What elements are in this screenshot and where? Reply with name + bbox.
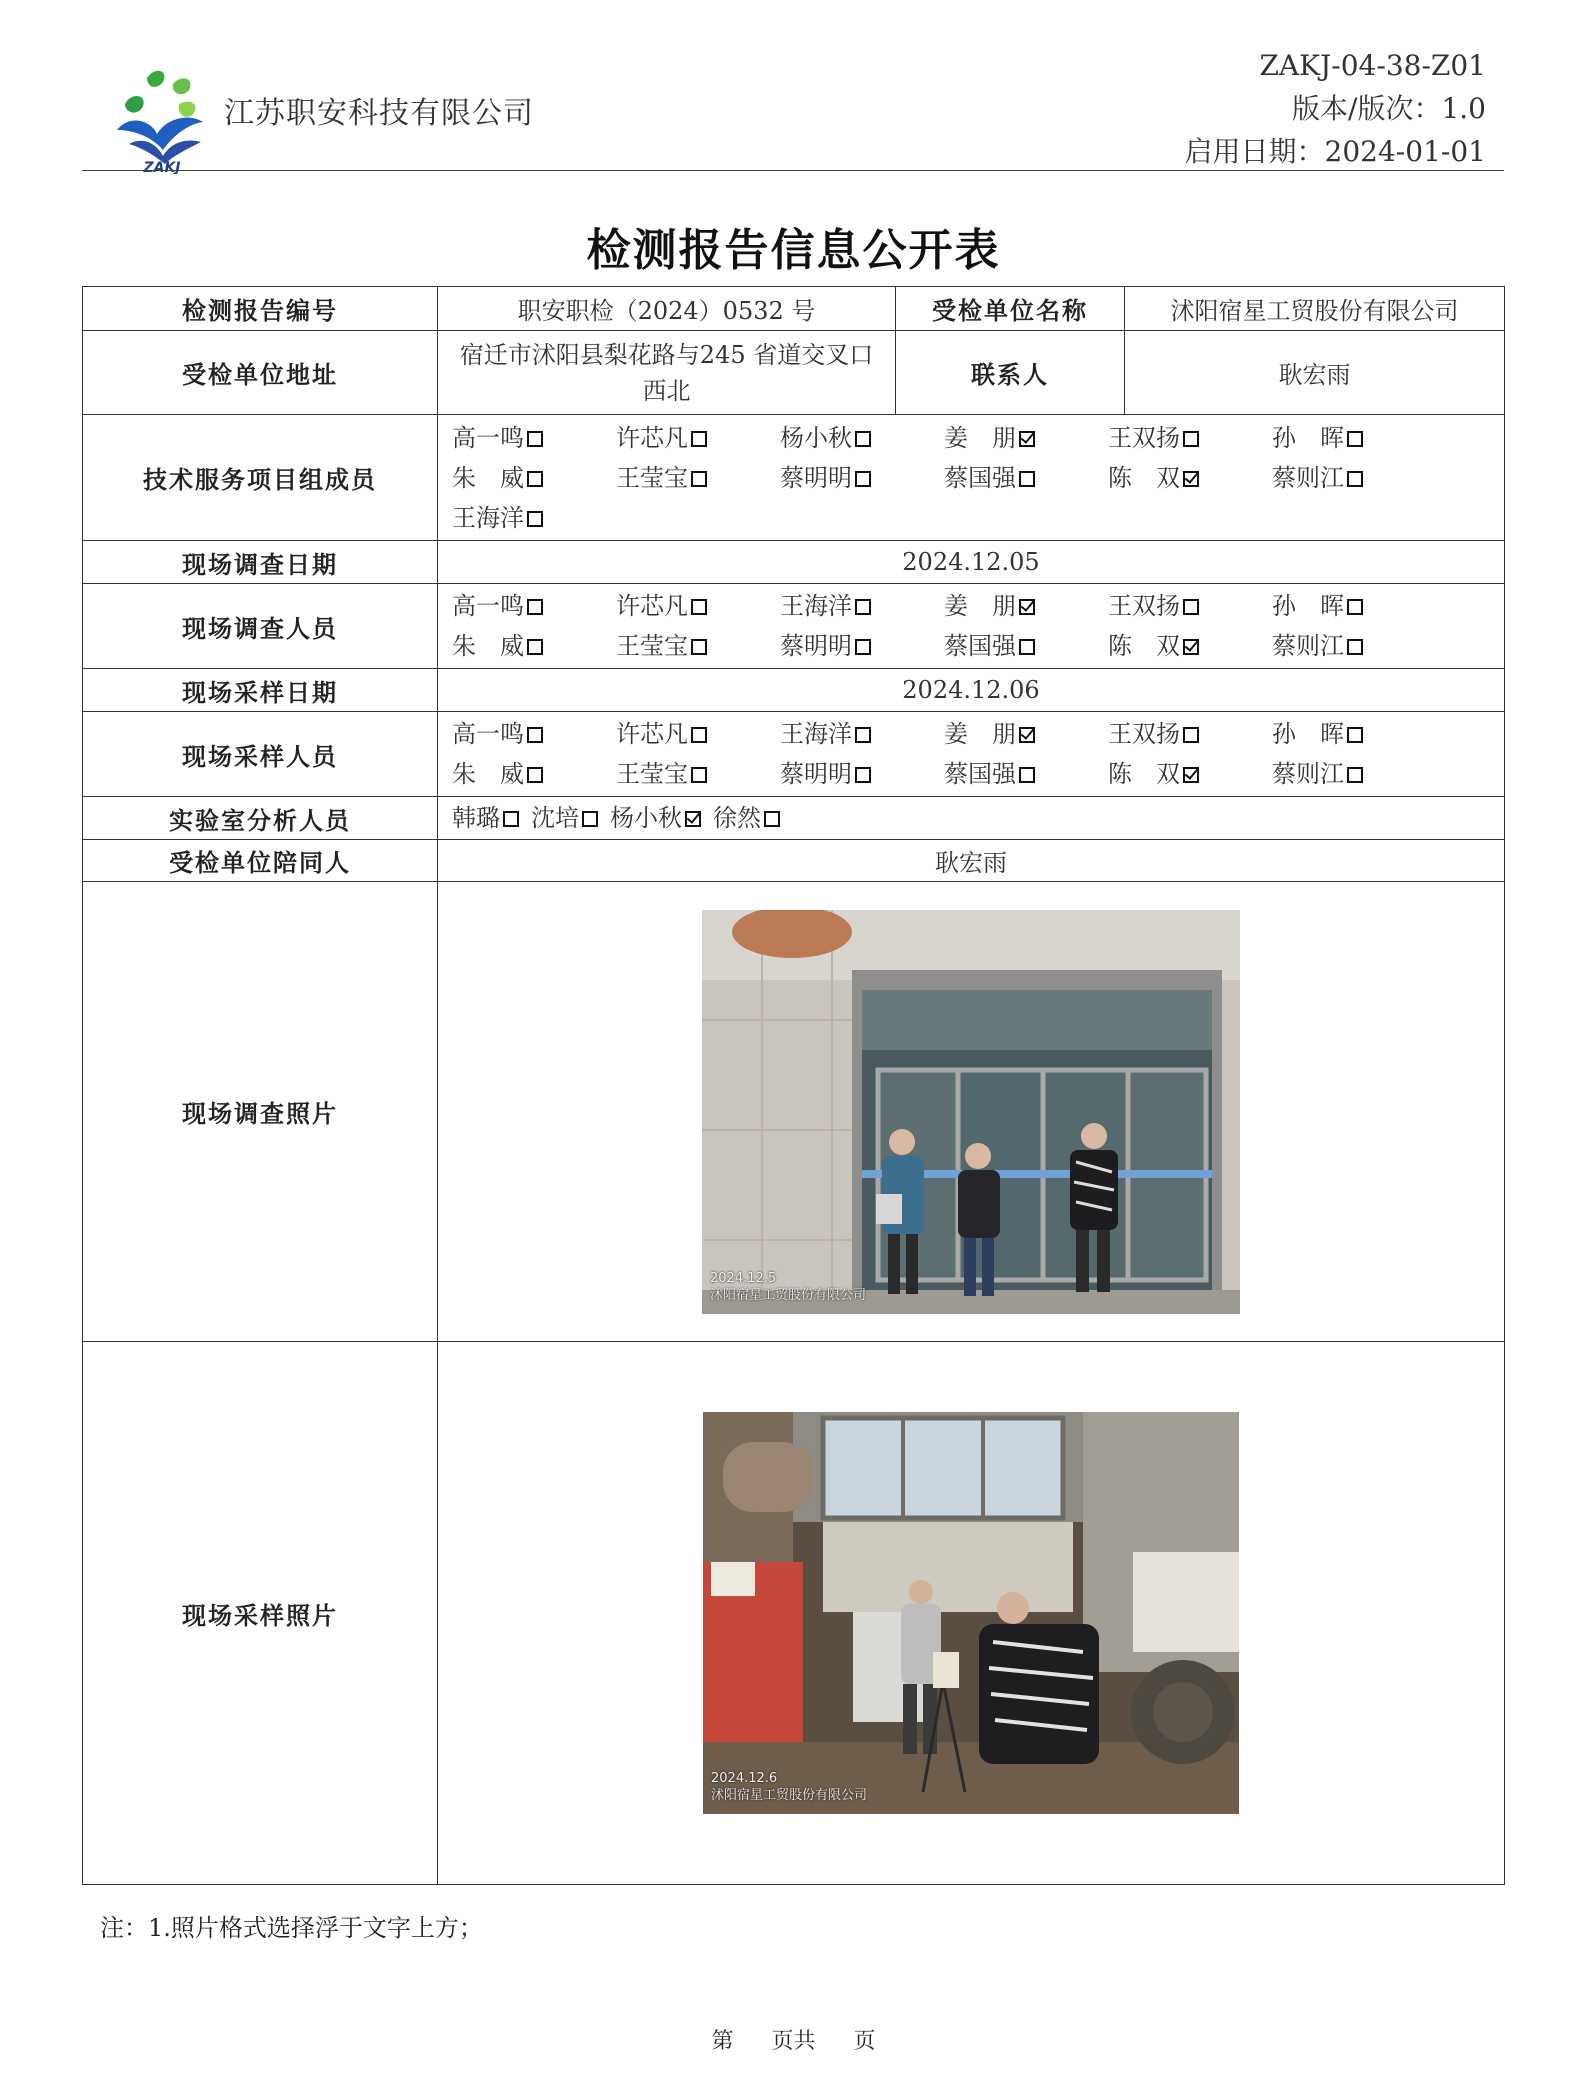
staff-name: 陈 双 (1108, 463, 1180, 492)
staff-entry (944, 628, 1108, 664)
staff-name: 朱 威 (452, 463, 524, 492)
staff-entry (1108, 756, 1272, 792)
unit-name-label: 受检单位名称 (896, 287, 1125, 331)
staff-name: 沈培 (531, 804, 579, 832)
sampling-photo-caption (711, 1770, 867, 1804)
staff-name: 蔡则江 (1272, 632, 1344, 660)
unchecked-checkbox-icon[interactable] (1347, 471, 1363, 487)
header-divider (82, 170, 1504, 171)
staff-entry (944, 756, 1108, 792)
staff-entry (780, 716, 944, 752)
team-list-cell (438, 415, 1505, 541)
document-version: 版本/版次：1.0 (1292, 92, 1486, 125)
staff-name: 姜 朋 (944, 720, 1016, 748)
survey-photo-label: 现场调查照片 (83, 882, 438, 1342)
staff-name: 许芯凡 (616, 720, 688, 748)
staff-entry (452, 420, 616, 456)
staff-entry (1272, 420, 1436, 456)
staff-name: 朱 威 (452, 760, 524, 788)
staff-entry (616, 420, 780, 456)
row-survey-date (83, 541, 1505, 584)
staff-name: 蔡国强 (944, 463, 1016, 492)
staff-name: 王海洋 (780, 720, 852, 748)
checked-checkbox-icon[interactable] (1019, 727, 1035, 743)
page-footer (0, 2024, 1587, 2055)
survey-staff-cell (438, 584, 1505, 669)
note-text: 注：1.照片格式选择浮于文字上方； (100, 1914, 483, 1942)
unchecked-checkbox-icon[interactable] (1347, 599, 1363, 615)
row-sampling-staff (83, 712, 1505, 797)
staff-name: 陈 双 (1108, 632, 1180, 660)
unchecked-checkbox-icon[interactable] (691, 639, 707, 655)
staff-entry (616, 628, 780, 664)
address-label: 受检单位地址 (83, 331, 438, 415)
staff-entry (944, 716, 1108, 752)
unchecked-checkbox-icon[interactable] (527, 767, 543, 783)
staff-name: 孙 晖 (1272, 423, 1344, 452)
unchecked-checkbox-icon[interactable] (855, 471, 871, 487)
staff-entry (1108, 588, 1272, 624)
staff-name: 王双扬 (1108, 592, 1180, 620)
row-address (83, 331, 1505, 415)
unchecked-checkbox-icon[interactable] (582, 811, 598, 827)
escort-value: 耿宏雨 (438, 840, 1505, 882)
staff-entry (780, 460, 944, 496)
survey-staff-label: 现场调查人员 (83, 584, 438, 669)
unchecked-checkbox-icon[interactable] (527, 639, 543, 655)
sampling-date-value: 2024.12.06 (438, 669, 1505, 712)
unchecked-checkbox-icon[interactable] (1019, 471, 1035, 487)
unchecked-checkbox-icon[interactable] (855, 727, 871, 743)
row-report-no (83, 287, 1505, 331)
unchecked-checkbox-icon[interactable] (527, 431, 543, 447)
effective-date: 启用日期：2024-01-01 (1184, 135, 1486, 168)
unchecked-checkbox-icon[interactable] (691, 471, 707, 487)
unchecked-checkbox-icon[interactable] (527, 727, 543, 743)
staff-name: 陈 双 (1108, 760, 1180, 788)
staff-name: 蔡明明 (780, 463, 852, 492)
staff-entry (531, 800, 598, 836)
staff-entry (452, 628, 616, 664)
footer-page-prefix: 第 (711, 2029, 734, 2054)
staff-name: 姜 朋 (944, 592, 1016, 620)
staff-name: 蔡则江 (1272, 760, 1344, 788)
staff-entry (1272, 588, 1436, 624)
row-survey-staff (83, 584, 1505, 669)
report-no-value: 职安职检（2024）0532 号 (438, 287, 896, 331)
page-title: 检测报告信息公开表 (586, 225, 1001, 276)
row-survey-photo (83, 882, 1505, 1342)
staff-entry (713, 800, 780, 836)
staff-entry (452, 800, 519, 836)
unchecked-checkbox-icon[interactable] (855, 599, 871, 615)
unchecked-checkbox-icon[interactable] (1347, 767, 1363, 783)
checked-checkbox-icon[interactable] (1019, 599, 1035, 615)
staff-name: 王莹宝 (616, 632, 688, 660)
sampling-photo-label: 现场采样照片 (83, 1342, 438, 1885)
unchecked-checkbox-icon[interactable] (527, 471, 543, 487)
staff-entry (452, 588, 616, 624)
unchecked-checkbox-icon[interactable] (1347, 431, 1363, 447)
staff-name: 王双扬 (1108, 720, 1180, 748)
staff-entry (616, 588, 780, 624)
document-meta (1185, 44, 1486, 173)
survey-photo-cell (438, 882, 1505, 1342)
staff-name: 蔡国强 (944, 760, 1016, 788)
staff-name: 杨小秋 (610, 804, 682, 832)
staff-entry (944, 420, 1108, 456)
staff-entry (780, 756, 944, 792)
checked-checkbox-icon[interactable] (1183, 471, 1199, 487)
report-no-label: 检测报告编号 (83, 287, 438, 331)
footer-page-suffix: 页 (853, 2029, 876, 2054)
staff-entry (1272, 716, 1436, 752)
lab-staff-label: 实验室分析人员 (83, 797, 438, 840)
staff-name: 王莹宝 (616, 760, 688, 788)
staff-entry (1108, 460, 1272, 496)
unchecked-checkbox-icon[interactable] (855, 431, 871, 447)
contact-value: 耿宏雨 (1125, 331, 1505, 415)
logo-text: ZAKJ (143, 160, 181, 174)
staff-entry (1108, 716, 1272, 752)
staff-name: 蔡国强 (944, 632, 1016, 660)
staff-name: 王海洋 (452, 503, 524, 532)
unchecked-checkbox-icon[interactable] (691, 599, 707, 615)
company-name: 江苏职安科技有限公司 (224, 96, 534, 131)
staff-name: 高一鸣 (452, 423, 524, 452)
staff-name: 许芯凡 (616, 423, 688, 452)
checked-checkbox-icon[interactable] (1183, 639, 1199, 655)
staff-entry (780, 420, 944, 456)
staff-entry (616, 716, 780, 752)
staff-entry (1272, 628, 1436, 664)
staff-entry (1272, 756, 1436, 792)
survey-date-value: 2024.12.05 (438, 541, 1505, 584)
survey-date-label: 现场调查日期 (83, 541, 438, 584)
staff-name: 韩璐 (452, 804, 500, 832)
staff-name: 徐然 (713, 804, 761, 832)
unchecked-checkbox-icon[interactable] (1183, 727, 1199, 743)
sampling-photo-caption-date: 2024.12.6 (711, 1771, 778, 1786)
unchecked-checkbox-icon[interactable] (527, 511, 543, 527)
staff-entry (944, 460, 1108, 496)
survey-photo-caption-company: 沭阳宿星工贸股份有限公司 (710, 1287, 867, 1303)
staff-entry (452, 500, 616, 536)
staff-name: 许芯凡 (616, 592, 688, 620)
checked-checkbox-icon[interactable] (1019, 431, 1035, 447)
lab-staff-cell (438, 797, 1505, 840)
unit-name-value: 沭阳宿星工贸股份有限公司 (1125, 287, 1505, 331)
staff-entry (780, 588, 944, 624)
escort-label: 受检单位陪同人 (83, 840, 438, 882)
survey-photo-caption (710, 1270, 866, 1304)
lab-staff-list (452, 800, 1490, 836)
unchecked-checkbox-icon[interactable] (503, 811, 519, 827)
sampling-date-label: 现场采样日期 (83, 669, 438, 712)
staff-name: 孙 晖 (1272, 720, 1344, 748)
staff-entry (1108, 628, 1272, 664)
survey-photo (702, 910, 1240, 1314)
staff-entry (1272, 460, 1436, 496)
checked-checkbox-icon[interactable] (1183, 767, 1199, 783)
unchecked-checkbox-icon[interactable] (855, 767, 871, 783)
staff-entry (616, 756, 780, 792)
staff-entry (1108, 420, 1272, 456)
unchecked-checkbox-icon[interactable] (691, 767, 707, 783)
unchecked-checkbox-icon[interactable] (1019, 639, 1035, 655)
staff-name: 蔡明明 (780, 632, 852, 660)
row-sampling-photo (83, 1342, 1505, 1885)
staff-name: 杨小秋 (780, 423, 852, 452)
address-value: 宿迁市沭阳县梨花路与245 省道交叉口西北 (438, 331, 896, 415)
unchecked-checkbox-icon[interactable] (1347, 639, 1363, 655)
sampling-photo-image (703, 1412, 1239, 1814)
row-escort (83, 840, 1505, 882)
page-header (82, 40, 1504, 172)
survey-staff-list (452, 584, 1490, 668)
sampling-staff-list (452, 712, 1490, 796)
staff-entry (616, 460, 780, 496)
sampling-photo-cell (438, 1342, 1505, 1885)
unchecked-checkbox-icon[interactable] (1183, 431, 1199, 447)
contact-label: 联系人 (896, 331, 1125, 415)
staff-name: 蔡则江 (1272, 463, 1344, 492)
staff-name: 王莹宝 (616, 463, 688, 492)
staff-name: 高一鸣 (452, 592, 524, 620)
row-team (83, 415, 1505, 541)
unchecked-checkbox-icon[interactable] (1347, 727, 1363, 743)
footer-page-middle: 页共 (771, 2029, 816, 2054)
sampling-photo (703, 1412, 1239, 1814)
unchecked-checkbox-icon[interactable] (691, 431, 707, 447)
unchecked-checkbox-icon[interactable] (691, 727, 707, 743)
staff-entry (452, 460, 616, 496)
company-logo (107, 64, 217, 174)
unchecked-checkbox-icon[interactable] (855, 639, 871, 655)
unchecked-checkbox-icon[interactable] (1183, 599, 1199, 615)
staff-entry (452, 716, 616, 752)
staff-name: 孙 晖 (1272, 592, 1344, 620)
unchecked-checkbox-icon[interactable] (527, 599, 543, 615)
team-list (452, 416, 1490, 540)
staff-entry (944, 588, 1108, 624)
unchecked-checkbox-icon[interactable] (764, 811, 780, 827)
survey-photo-image (702, 910, 1240, 1314)
staff-name: 王海洋 (780, 592, 852, 620)
row-sampling-date (83, 669, 1505, 712)
sampling-staff-label: 现场采样人员 (83, 712, 438, 797)
staff-name: 姜 朋 (944, 423, 1016, 452)
staff-name: 朱 威 (452, 632, 524, 660)
document-code: ZAKJ-04-38-Z01 (1259, 49, 1486, 82)
staff-name: 王双扬 (1108, 423, 1180, 452)
staff-entry (610, 800, 701, 836)
checked-checkbox-icon[interactable] (685, 811, 701, 827)
sampling-photo-caption-company: 沭阳宿星工贸股份有限公司 (711, 1788, 868, 1803)
staff-name: 高一鸣 (452, 720, 524, 748)
staff-entry (780, 628, 944, 664)
staff-entry (452, 756, 616, 792)
info-table (82, 286, 1505, 1885)
team-label: 技术服务项目组成员 (83, 415, 438, 541)
sampling-staff-cell (438, 712, 1505, 797)
row-lab-staff (83, 797, 1505, 840)
survey-photo-caption-date: 2024.12.5 (710, 1270, 777, 1286)
unchecked-checkbox-icon[interactable] (1019, 767, 1035, 783)
staff-name: 蔡明明 (780, 760, 852, 788)
